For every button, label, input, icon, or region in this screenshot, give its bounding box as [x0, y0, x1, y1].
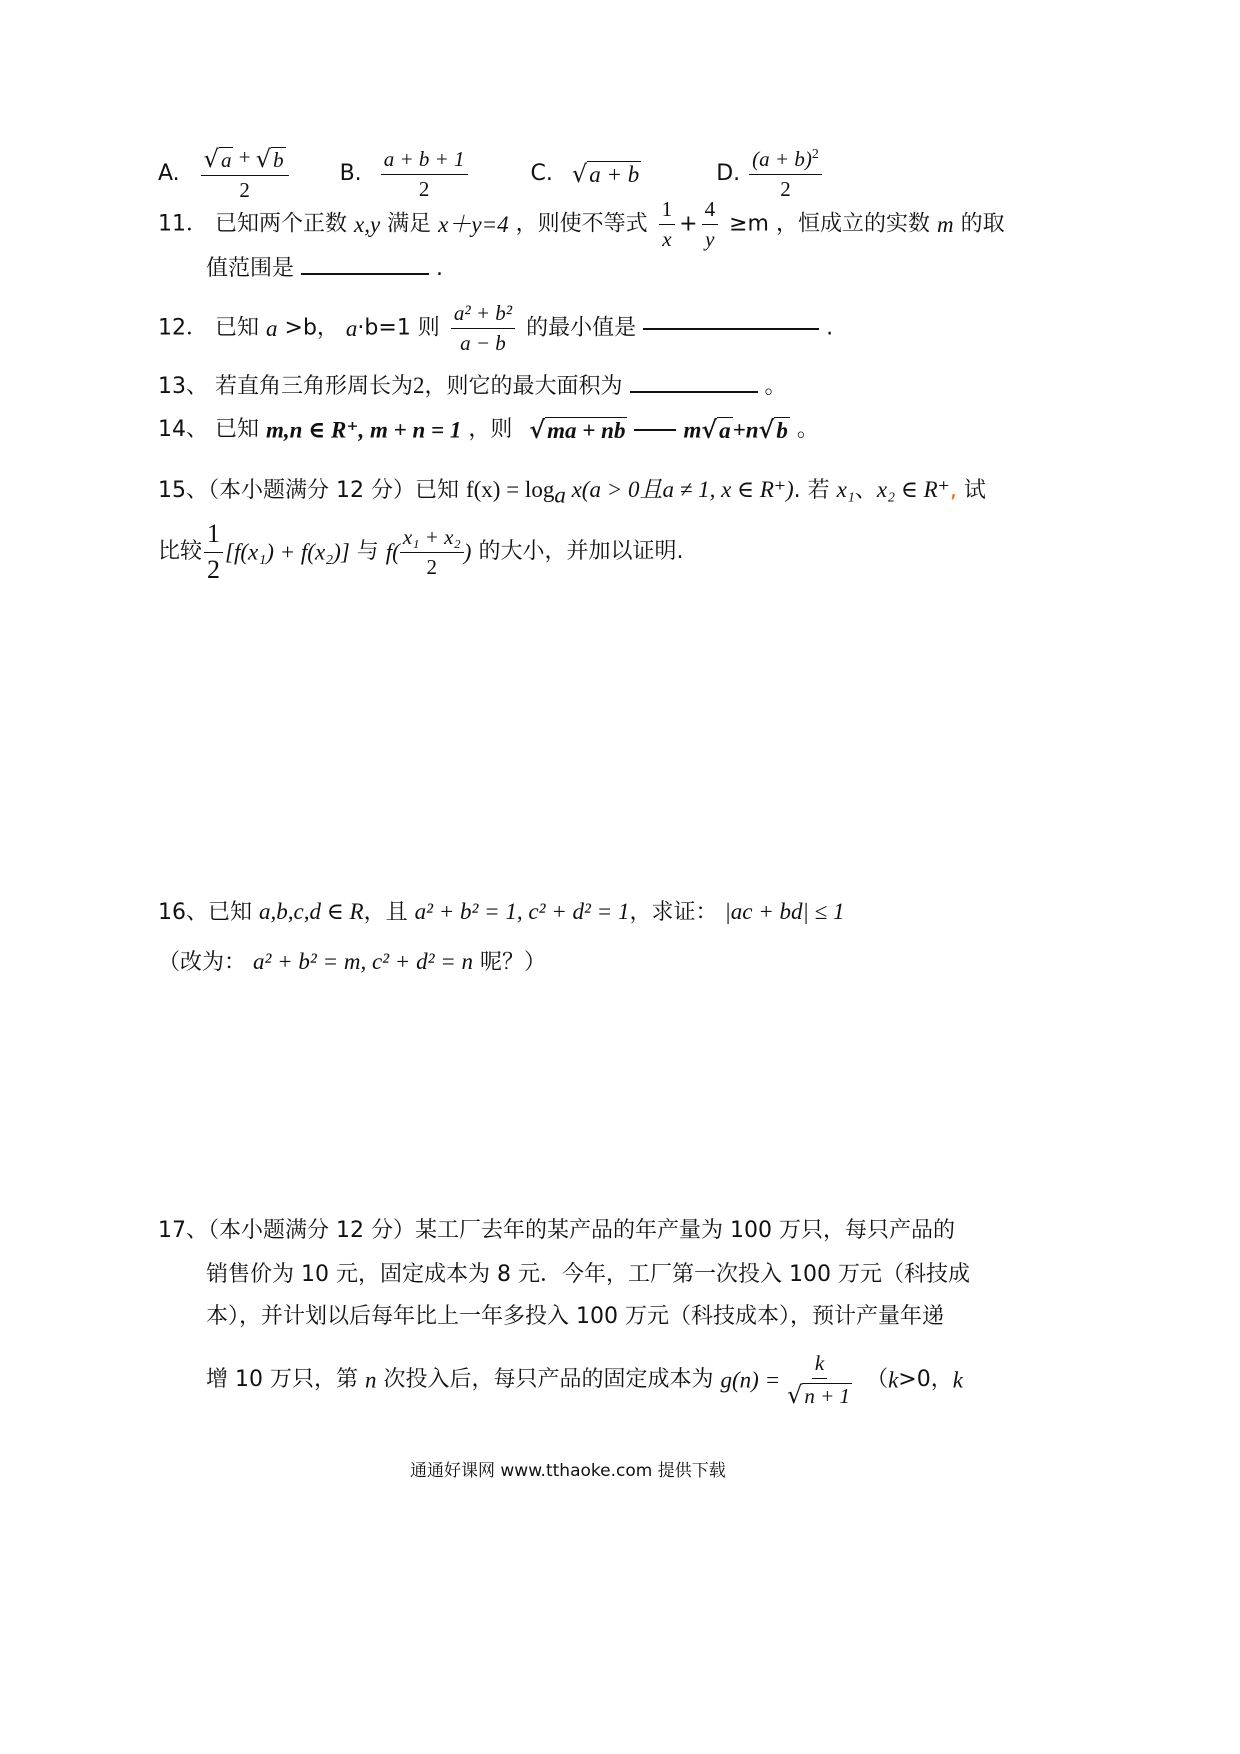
- sqrt-b: √b: [255, 145, 284, 173]
- sqrt-b: √b: [758, 415, 788, 444]
- option-b-fraction: $\frac{a + b + 1}{2}$: [381, 148, 468, 201]
- answer-blank[interactable]: [643, 328, 819, 330]
- page-footer: 通通好课网 www.tthaoke.com 提供下载: [410, 1461, 726, 1481]
- answer-blank[interactable]: [630, 391, 758, 393]
- sqrt-n-plus-1: √n + 1: [787, 1381, 851, 1410]
- sqrt-a: √a: [203, 145, 232, 173]
- option-a-fraction: $\frac{√a + √b}{2}$: [201, 146, 289, 202]
- option-d-label: D.: [716, 161, 741, 187]
- question-13: 13、 若直角三角形周长为2，则它的最大面积为 。: [158, 373, 787, 399]
- sqrt-a: √a: [701, 415, 731, 444]
- option-a-label: A.: [158, 161, 180, 187]
- question-15-line-2: 比较 $\frac{1}{2}$ [f(x₁) + f(x₂)] 与 f( $\frac{\text{x₁ + x₂}}{2}$ ) 的大小，并加以证明.: [158, 519, 684, 584]
- option-c-label: C.: [530, 161, 553, 187]
- question-11: 11． 已知两个正数 x,y 满足 x＋y=4 ，则使不等式 $\frac{1}{x}$ + $\frac{4}{y}$ ≥m ，恒成立的实数 m 的取: [158, 197, 1005, 252]
- fraction-4-over-y: $\frac{4}{y}$: [702, 198, 719, 251]
- option-d-fraction: $\frac{(a + b)^2}{2}$: [749, 147, 822, 201]
- fraction-one-half: $\frac{1}{2}$: [204, 520, 223, 584]
- fraction-1-over-x: $\frac{1}{x}$: [659, 198, 676, 251]
- fraction-mean-x: $\frac{\text{x₁ + x₂}}{2}$: [400, 526, 464, 579]
- question-number: 11．: [158, 211, 208, 237]
- question-12: 12． 已知 a >b， a·b=1 则 $\frac{\text{a² + b²}}{a - b}$ 的最小值是 .: [158, 301, 834, 356]
- question-17-line-4: 增 10 万只，第 n 次投入后，每只产品的固定成本为 g(n) = $\frac{k}{√n + 1}$ （k>0，k: [206, 1351, 963, 1410]
- question-17: 17、（本小题满分 12 分）某工厂去年的某产品的年产量为 100 万只，每只产品的: [158, 1218, 955, 1243]
- fraction-k-over-sqrt: $\frac{k}{√n + 1}$: [787, 1351, 851, 1410]
- question-14: 14、 已知 m,n ∈ R⁺, m + n = 1 ，则 √ma + nb m√a+n√b 。: [158, 415, 819, 444]
- fraction-a2b2-over-amb: $\frac{\text{a² + b²}}{a - b}$: [451, 302, 515, 355]
- answer-blank[interactable]: [301, 273, 429, 275]
- question-17-line-3: 本），并计划以后每年比上一年多投入 100 万元（科技成本），预计产量年递: [206, 1304, 944, 1329]
- question-17-line-2: 销售价为 10 元，固定成本为 8 元．今年，工厂第一次投入 100 万元（科技成: [206, 1262, 970, 1287]
- question-number: 12．: [158, 315, 208, 341]
- answer-blank[interactable]: [634, 429, 676, 431]
- question-number: 13、: [158, 374, 208, 399]
- question-number: 15、: [158, 478, 208, 503]
- sqrt-ma-nb: √ma + nb: [529, 415, 626, 444]
- answer-options: [158, 146, 826, 202]
- option-c-sqrt: √a + b: [571, 160, 640, 189]
- question-16: 16、已知 a,b,c,d ∈ R，且 a² + b² = 1, c² + d² = 1，求证： |ac + bd| ≤ 1: [158, 899, 845, 925]
- question-11-line-2: 值范围是 .: [206, 256, 444, 281]
- question-16-note: （改为： a² + b² = m, c² + d² = n 呢？）: [158, 949, 547, 975]
- question-number: 17、: [158, 1218, 208, 1243]
- question-number: 14、: [158, 417, 208, 442]
- question-15: 15、（本小题满分 12 分）已知 $f(x) = \log_a x(a > 0$且a ≠ 1, x ∈ R⁺). 若 x₁、x₂ ∈ R⁺, 试: [158, 477, 986, 508]
- question-number: 16、: [158, 900, 208, 925]
- option-b-label: B.: [339, 161, 362, 187]
